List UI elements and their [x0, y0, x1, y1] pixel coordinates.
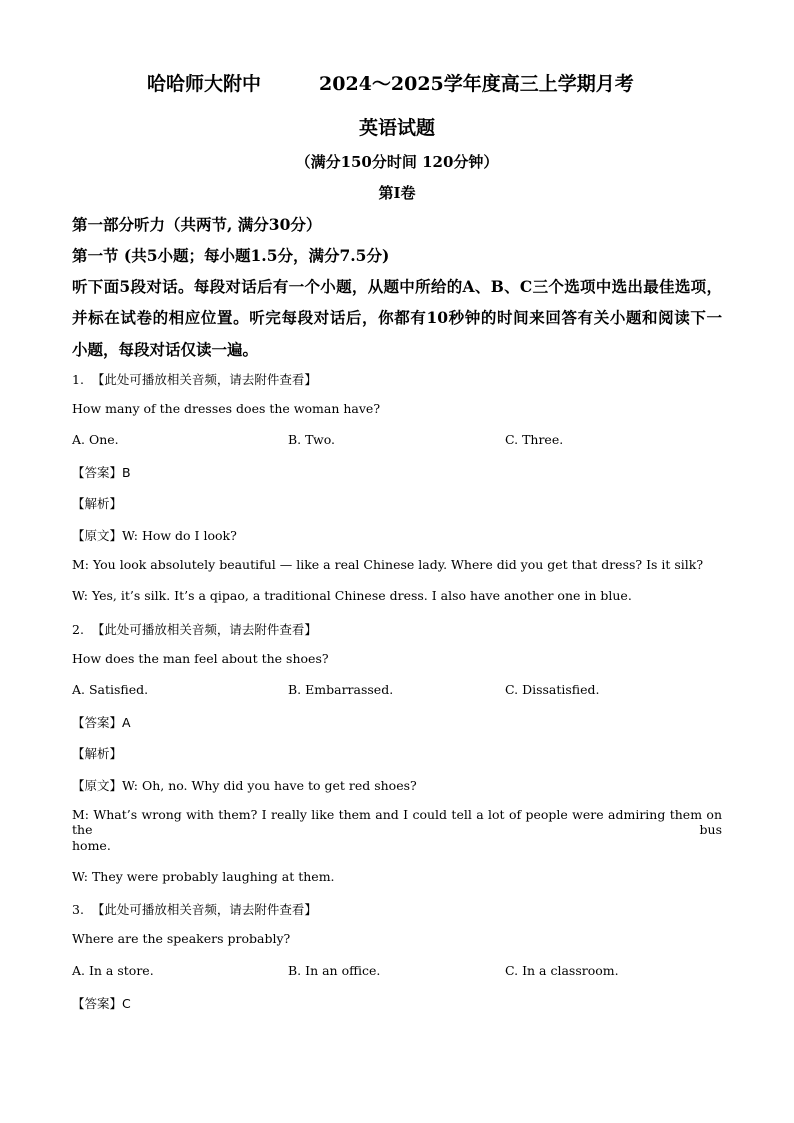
question-number: 2. [72, 622, 84, 637]
answer-label: 【答案】B [72, 465, 131, 480]
option-b: B. In an office. [288, 963, 381, 978]
transcript-line: W: They were probably laughing at them. [72, 869, 335, 884]
transcript-line: 【原文】W: Oh, no. Why did you have to get red shoes? [72, 778, 417, 793]
question-number: 1. [72, 372, 84, 387]
subject-title: 英语试题 [358, 117, 435, 139]
question-header [72, 900, 317, 918]
option-b: B. Two. [288, 432, 336, 447]
option-b: B. Embarrassed. [288, 682, 394, 697]
transcript-line: 【原文】W: How do I look? [72, 528, 237, 543]
exam-title [147, 69, 634, 96]
instruction-line: 听下面5段对话。每段对话后有一个小题，从题中所给的A、B、C三个选项中选出最佳选项， [72, 277, 722, 296]
option-a: A. Satisfied. [72, 682, 149, 697]
instruction-line: 并标在试卷的相应位置。听完每段对话后，你都有10秒钟的时间来回答有关小题和阅读下一 [72, 308, 722, 327]
question-number: 3. [72, 902, 84, 917]
question-header [72, 620, 317, 638]
option-c: C. In a classroom. [505, 963, 619, 978]
transcript-line: M: What’s wrong with them? I really like them and I could tell a lot of people were admiring them on the bus [72, 807, 722, 837]
audio-note-link[interactable]: 【此处可播放相关音频，请去附件查看】 [91, 622, 317, 637]
option-a: A. One. [72, 432, 119, 447]
option-c: C. Three. [505, 432, 564, 447]
answer-label: 【答案】A [72, 715, 131, 730]
volume-label: 第I卷 [378, 184, 416, 202]
question-stem: How many of the dresses does the woman have? [72, 401, 381, 416]
option-c: C. Dissatisfied. [505, 682, 600, 697]
part-title: 第一部分听力（共两节, 满分30分） [72, 215, 322, 234]
audio-note-link[interactable]: 【此处可播放相关音频，请去附件查看】 [91, 902, 317, 917]
transcript-line: home. [72, 838, 111, 853]
score-time-note: （满分150分时间 120分钟） [295, 153, 499, 171]
instruction-line: 小题，每段对话仅读一遍。 [72, 340, 259, 359]
analysis-label: 【解析】 [72, 496, 123, 511]
question-stem: Where are the speakers probably? [72, 931, 291, 946]
school-name: 哈哈师大附中 [147, 73, 262, 95]
option-a: A. In a store. [72, 963, 154, 978]
answer-label: 【答案】C [72, 996, 131, 1011]
analysis-label: 【解析】 [72, 746, 123, 761]
question-header [72, 370, 317, 388]
exam-name: 2024～2025学年度高三上学期月考 [319, 73, 634, 95]
transcript-line: W: Yes, it’s silk. It’s a qipao, a traditional Chinese dress. I also have another one in blue. [72, 588, 632, 603]
audio-note-link[interactable]: 【此处可播放相关音频，请去附件查看】 [91, 372, 317, 387]
transcript-line: M: You look absolutely beautiful — like a real Chinese lady. Where did you get that dress? Is it silk? [72, 557, 704, 572]
section-title: 第一节 (共5小题；每小题1.5分，满分7.5分) [72, 246, 390, 265]
question-stem: How does the man feel about the shoes? [72, 651, 329, 666]
